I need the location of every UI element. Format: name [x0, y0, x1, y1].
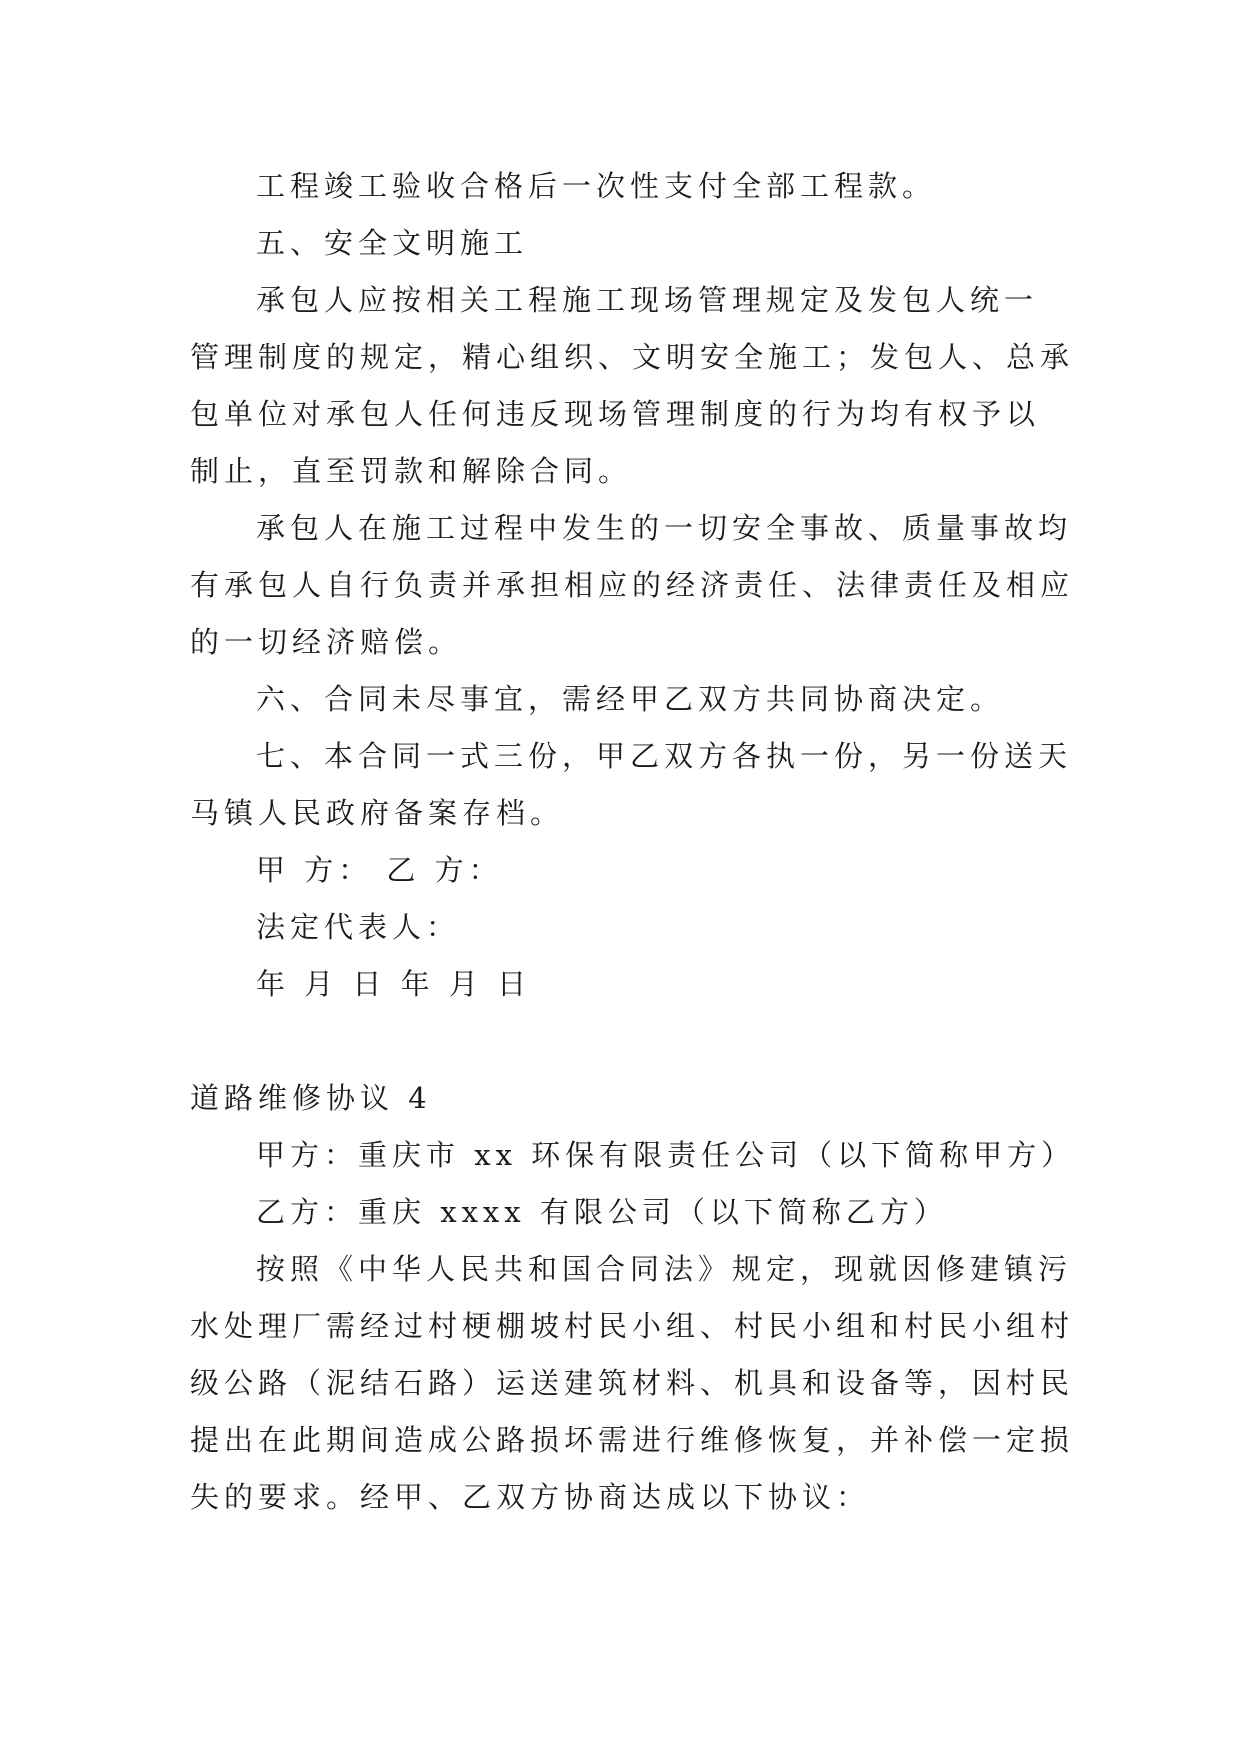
legal-representative-label: 法定代表人：	[256, 910, 461, 944]
party-b: 乙方：重庆 xxxx 有限公司（以下简称乙方）	[256, 1195, 948, 1229]
signature-parties: 甲 方： 乙 方：	[256, 853, 503, 887]
section-heading: 七、本合同一式三份，甲乙双方各执一份，另一份送天	[256, 739, 1073, 773]
paragraph-line: 工程竣工验收合格后一次性支付全部工程款。	[256, 169, 937, 203]
paragraph-line: 按照《中华人民共和国合同法》规定，现就因修建镇污	[256, 1252, 1073, 1286]
paragraph-line: 有承包人自行负责并承担相应的经济责任、法律责任及相应	[190, 568, 1075, 602]
signature-date: 年 月 日 年 月 日	[256, 967, 532, 1001]
paragraph-line: 管理制度的规定，精心组织、文明安全施工；发包人、总承	[190, 340, 1075, 374]
party-a: 甲方：重庆市 xx 环保有限责任公司（以下简称甲方）	[256, 1138, 1076, 1172]
paragraph-line: 制止，直至罚款和解除合同。	[190, 454, 633, 488]
section-heading: 五、安全文明施工	[256, 226, 529, 260]
section-heading: 六、合同未尽事宜，需经甲乙双方共同协商决定。	[256, 682, 1005, 716]
paragraph-line: 承包人应按相关工程施工现场管理规定及发包人统一	[256, 283, 1039, 317]
paragraph-line: 的一切经济赔偿。	[190, 625, 463, 659]
paragraph-line: 水处理厂需经过村梗棚坡村民小组、村民小组和村民小组村	[190, 1309, 1075, 1343]
paragraph-line: 马镇人民政府备案存档。	[190, 796, 565, 830]
paragraph-line: 包单位对承包人任何违反现场管理制度的行为均有权予以	[190, 397, 1041, 431]
paragraph-line: 级公路（泥结石路）运送建筑材料、机具和设备等，因村民	[190, 1366, 1075, 1400]
paragraph-line: 承包人在施工过程中发生的一切安全事故、质量事故均	[256, 511, 1073, 545]
paragraph-line: 失的要求。经甲、乙双方协商达成以下协议：	[190, 1480, 871, 1514]
paragraph-line: 提出在此期间造成公路损坏需进行维修恢复，并补偿一定损	[190, 1423, 1075, 1457]
agreement-title: 道路维修协议 4	[190, 1081, 432, 1115]
